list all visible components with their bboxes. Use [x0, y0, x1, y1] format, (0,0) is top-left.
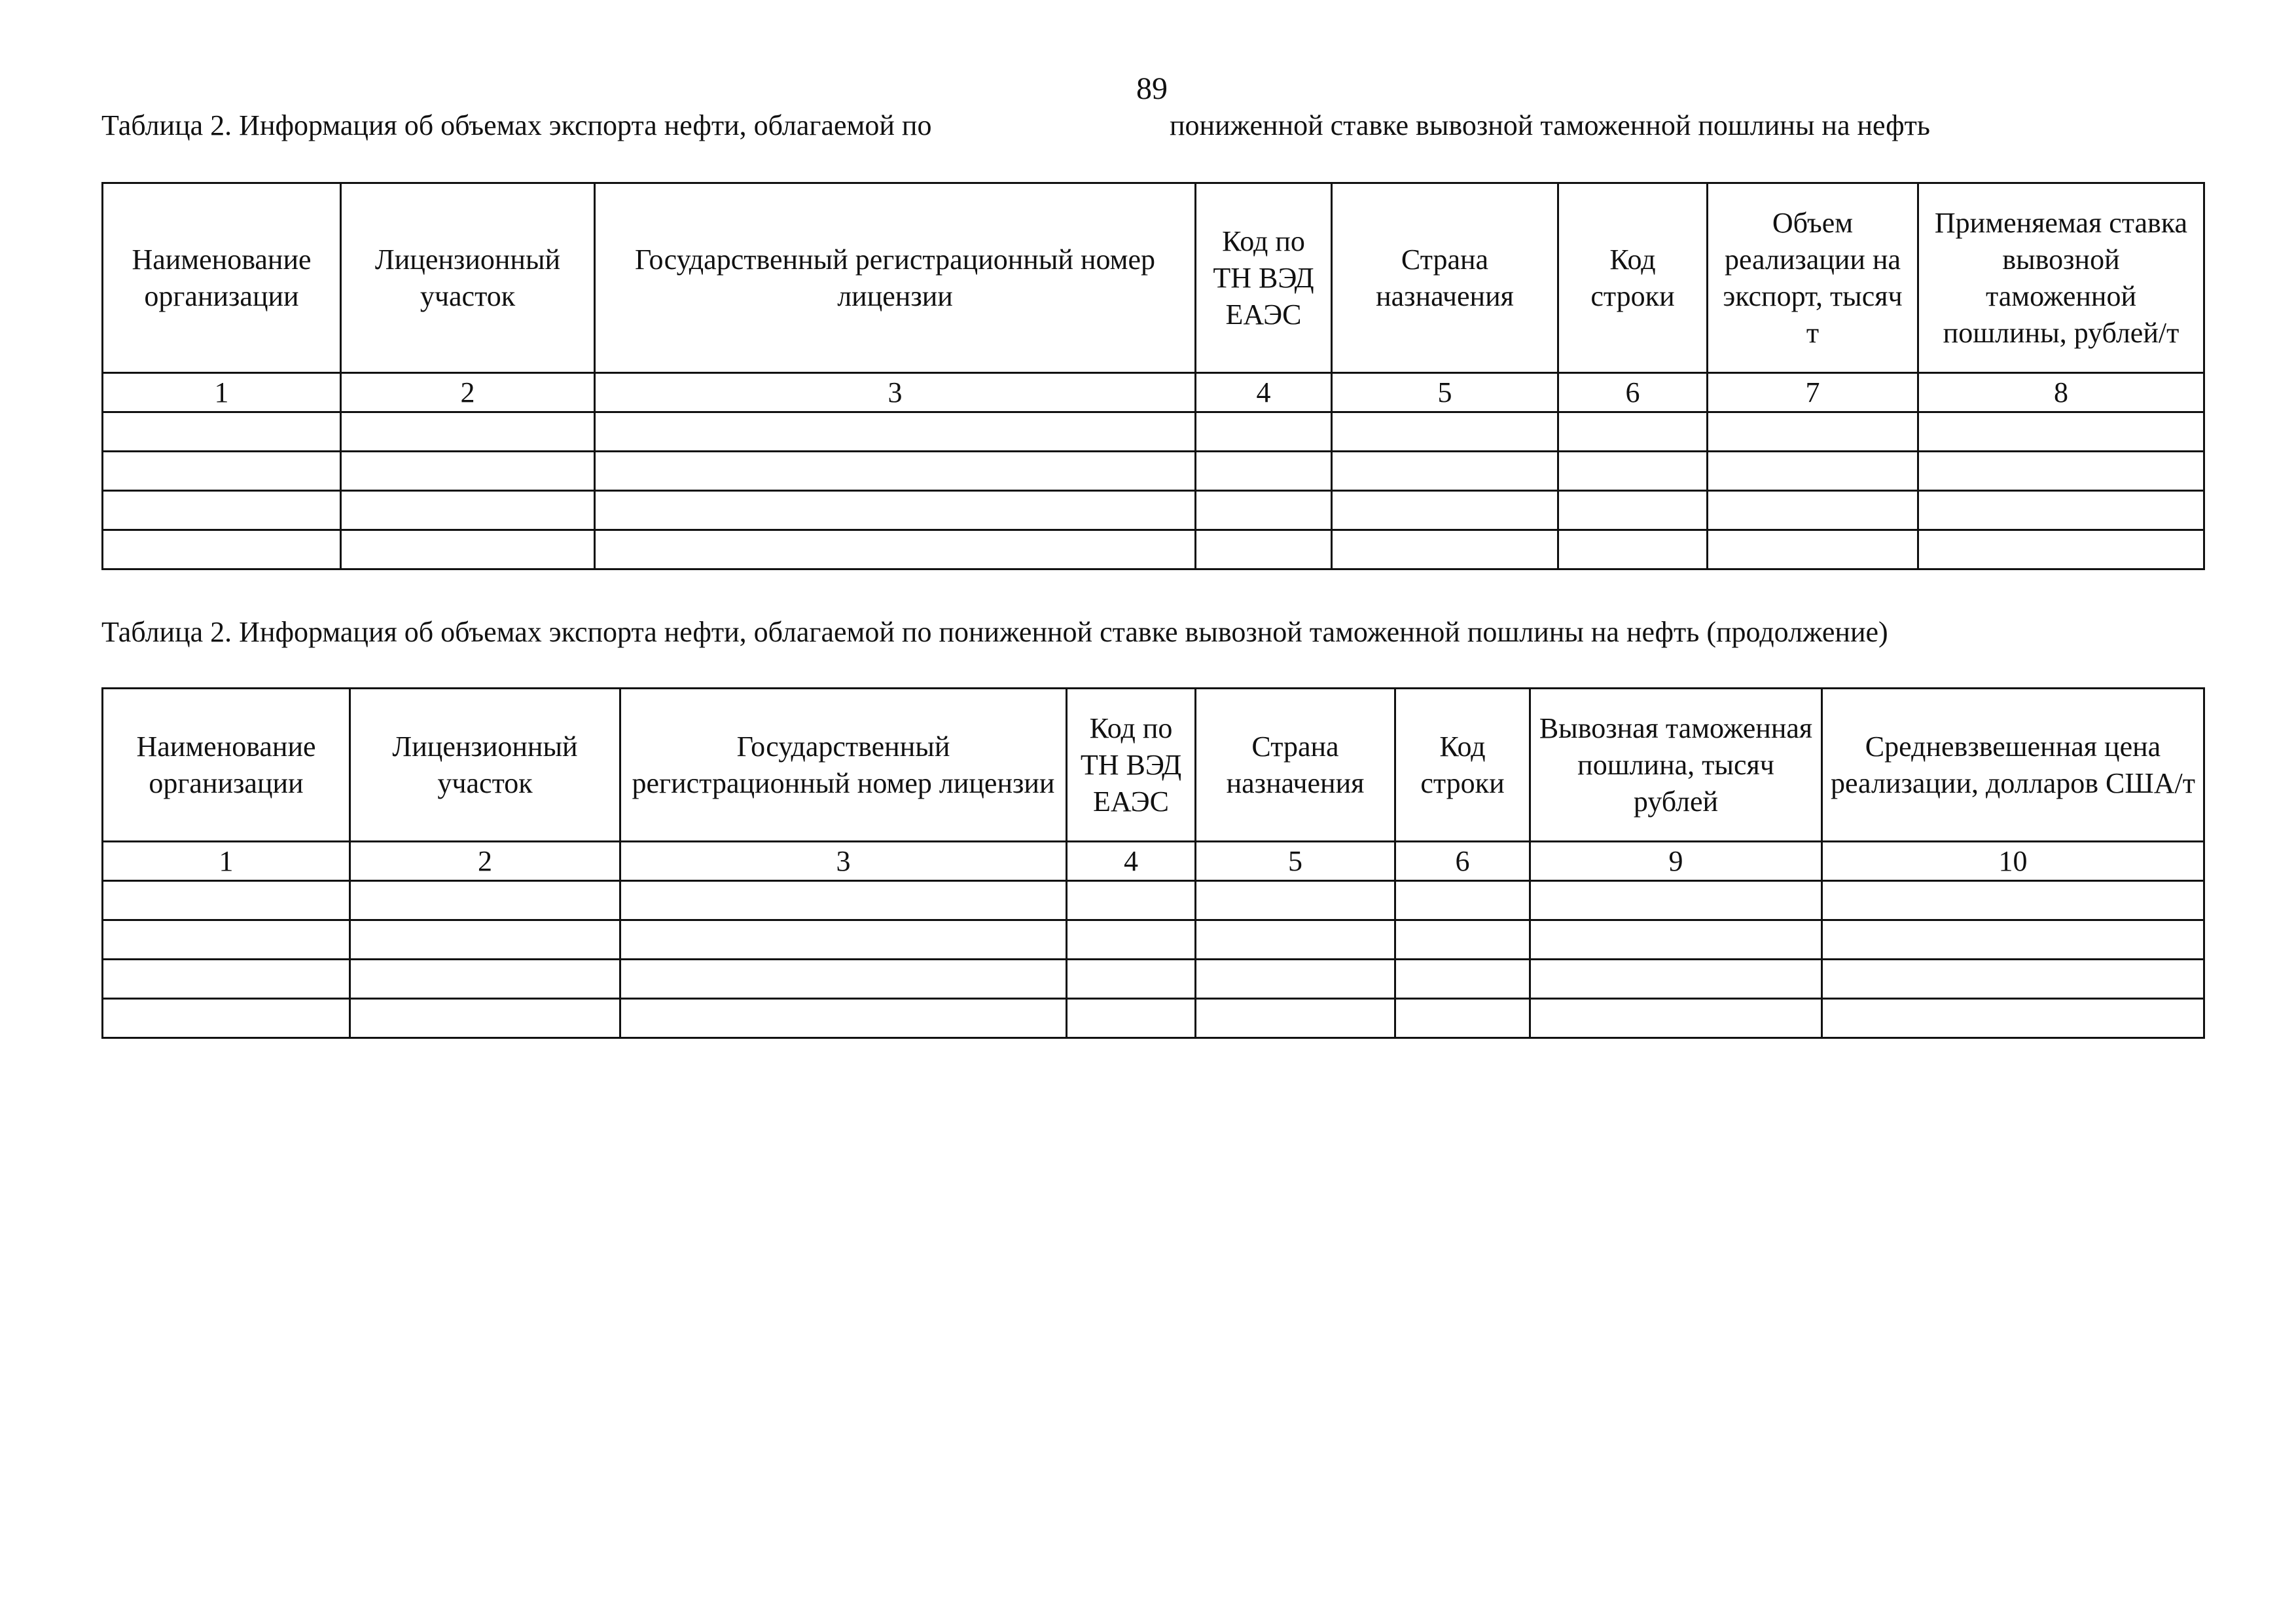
- table-2-header-export-duty: Вывозная таможенная пошлина, тысяч рублей: [1530, 689, 1822, 842]
- empty-cell: [350, 960, 620, 999]
- column-number: 10: [1822, 842, 2204, 881]
- empty-cell: [1196, 412, 1332, 452]
- empty-cell: [1196, 960, 1395, 999]
- table-2-header-license-number: Государственный регистрационный номер лицензии: [620, 689, 1067, 842]
- column-number: 5: [1332, 373, 1558, 412]
- empty-cell: [350, 920, 620, 960]
- column-number: 4: [1067, 842, 1196, 881]
- empty-cell: [103, 881, 350, 920]
- empty-cell: [103, 452, 341, 491]
- table-1-header-export-volume: Объем реализации на экспорт, тысяч т: [1708, 183, 1918, 373]
- empty-cell: [620, 999, 1067, 1038]
- empty-cell: [1558, 530, 1708, 569]
- table-1-caption-part-2: пониженной ставке вывозной таможенной пошлины на нефть: [1170, 109, 1930, 141]
- table-1-caption-part-1: Таблица 2. Информация об объемах экспорта нефти, облагаемой по: [101, 109, 932, 141]
- column-number: 9: [1530, 842, 1822, 881]
- empty-cell: [103, 920, 350, 960]
- column-number: 3: [620, 842, 1067, 881]
- table-1-header-tn-ved-code: Код по ТН ВЭД ЕАЭС: [1196, 183, 1332, 373]
- empty-cell: [1558, 452, 1708, 491]
- empty-cell: [1196, 491, 1332, 530]
- table-row: [103, 412, 2204, 452]
- empty-cell: [1530, 999, 1822, 1038]
- empty-cell: [103, 412, 341, 452]
- empty-cell: [1395, 960, 1530, 999]
- empty-cell: [595, 412, 1196, 452]
- empty-cell: [620, 920, 1067, 960]
- empty-cell: [1918, 530, 2204, 569]
- table-1-header-destination-country: Страна назначения: [1332, 183, 1558, 373]
- empty-cell: [1822, 999, 2204, 1038]
- empty-cell: [1530, 881, 1822, 920]
- empty-cell: [1067, 881, 1196, 920]
- column-number: 8: [1918, 373, 2204, 412]
- table-2-header-organization: Наименование организации: [103, 689, 350, 842]
- table-2: [101, 687, 2205, 1039]
- page-number: 89: [1136, 71, 1168, 106]
- empty-cell: [341, 412, 595, 452]
- empty-cell: [595, 452, 1196, 491]
- empty-cell: [341, 530, 595, 569]
- empty-cell: [103, 491, 341, 530]
- empty-cell: [1558, 491, 1708, 530]
- table-1-header-license-number: Государственный регистрационный номер лицензии: [595, 183, 1196, 373]
- empty-cell: [595, 491, 1196, 530]
- empty-cell: [1196, 530, 1332, 569]
- empty-cell: [1822, 960, 2204, 999]
- empty-cell: [1708, 491, 1918, 530]
- table-2-caption: Таблица 2. Информация об объемах экспорта нефти, облагаемой по пониженной ставке вывозной таможенной пошлины на нефть (продолжение): [101, 616, 1888, 648]
- table-row: [103, 530, 2204, 569]
- empty-cell: [1196, 452, 1332, 491]
- table-row: [103, 920, 2204, 960]
- empty-cell: [1067, 999, 1196, 1038]
- table-2-header-row-code: Код строки: [1395, 689, 1530, 842]
- empty-cell: [1332, 412, 1558, 452]
- empty-cell: [1708, 452, 1918, 491]
- empty-cell: [1918, 412, 2204, 452]
- table-2-header-row: [103, 689, 2204, 842]
- table-2-header-destination-country: Страна назначения: [1196, 689, 1395, 842]
- table-1-header-organization: Наименование организации: [103, 183, 341, 373]
- column-number: 7: [1708, 373, 1918, 412]
- column-number: 6: [1395, 842, 1530, 881]
- column-number: 2: [350, 842, 620, 881]
- empty-cell: [1332, 491, 1558, 530]
- empty-cell: [1918, 452, 2204, 491]
- table-1-column-number-row: [103, 373, 2204, 412]
- empty-cell: [1395, 999, 1530, 1038]
- empty-cell: [1395, 881, 1530, 920]
- table-2-column-number-row: [103, 842, 2204, 881]
- column-number: 2: [341, 373, 595, 412]
- empty-cell: [1708, 412, 1918, 452]
- table-row: [103, 881, 2204, 920]
- empty-cell: [1530, 960, 1822, 999]
- empty-cell: [1822, 920, 2204, 960]
- empty-cell: [620, 960, 1067, 999]
- empty-cell: [350, 881, 620, 920]
- table-2-header-license-area: Лицензионный участок: [350, 689, 620, 842]
- table-1-header-license-area: Лицензионный участок: [341, 183, 595, 373]
- table-1-header-row-code: Код строки: [1558, 183, 1708, 373]
- empty-cell: [1196, 999, 1395, 1038]
- column-number: 6: [1558, 373, 1708, 412]
- table-2-header-average-price: Средневзвешенная цена реализации, долларов США/т: [1822, 689, 2204, 842]
- column-number: 1: [103, 842, 350, 881]
- empty-cell: [341, 491, 595, 530]
- empty-cell: [1708, 530, 1918, 569]
- empty-cell: [1395, 920, 1530, 960]
- table-row: [103, 452, 2204, 491]
- empty-cell: [620, 881, 1067, 920]
- empty-cell: [103, 999, 350, 1038]
- table-row: [103, 960, 2204, 999]
- empty-cell: [1822, 881, 2204, 920]
- table-row: [103, 491, 2204, 530]
- empty-cell: [1558, 412, 1708, 452]
- column-number: 3: [595, 373, 1196, 412]
- empty-cell: [1067, 920, 1196, 960]
- table-1: [101, 182, 2205, 570]
- column-number: 5: [1196, 842, 1395, 881]
- table-row: [103, 999, 2204, 1038]
- empty-cell: [1196, 920, 1395, 960]
- empty-cell: [103, 960, 350, 999]
- empty-cell: [1196, 881, 1395, 920]
- empty-cell: [350, 999, 620, 1038]
- table-1-header-duty-rate: Применяемая ставка вывозной таможенной пошлины, рублей/т: [1918, 183, 2204, 373]
- empty-cell: [595, 530, 1196, 569]
- empty-cell: [1918, 491, 2204, 530]
- empty-cell: [1067, 960, 1196, 999]
- table-2-header-tn-ved-code: Код по ТН ВЭД ЕАЭС: [1067, 689, 1196, 842]
- empty-cell: [341, 452, 595, 491]
- empty-cell: [1332, 452, 1558, 491]
- table-1-header-row: [103, 183, 2204, 373]
- column-number: 1: [103, 373, 341, 412]
- empty-cell: [103, 530, 341, 569]
- column-number: 4: [1196, 373, 1332, 412]
- empty-cell: [1332, 530, 1558, 569]
- empty-cell: [1530, 920, 1822, 960]
